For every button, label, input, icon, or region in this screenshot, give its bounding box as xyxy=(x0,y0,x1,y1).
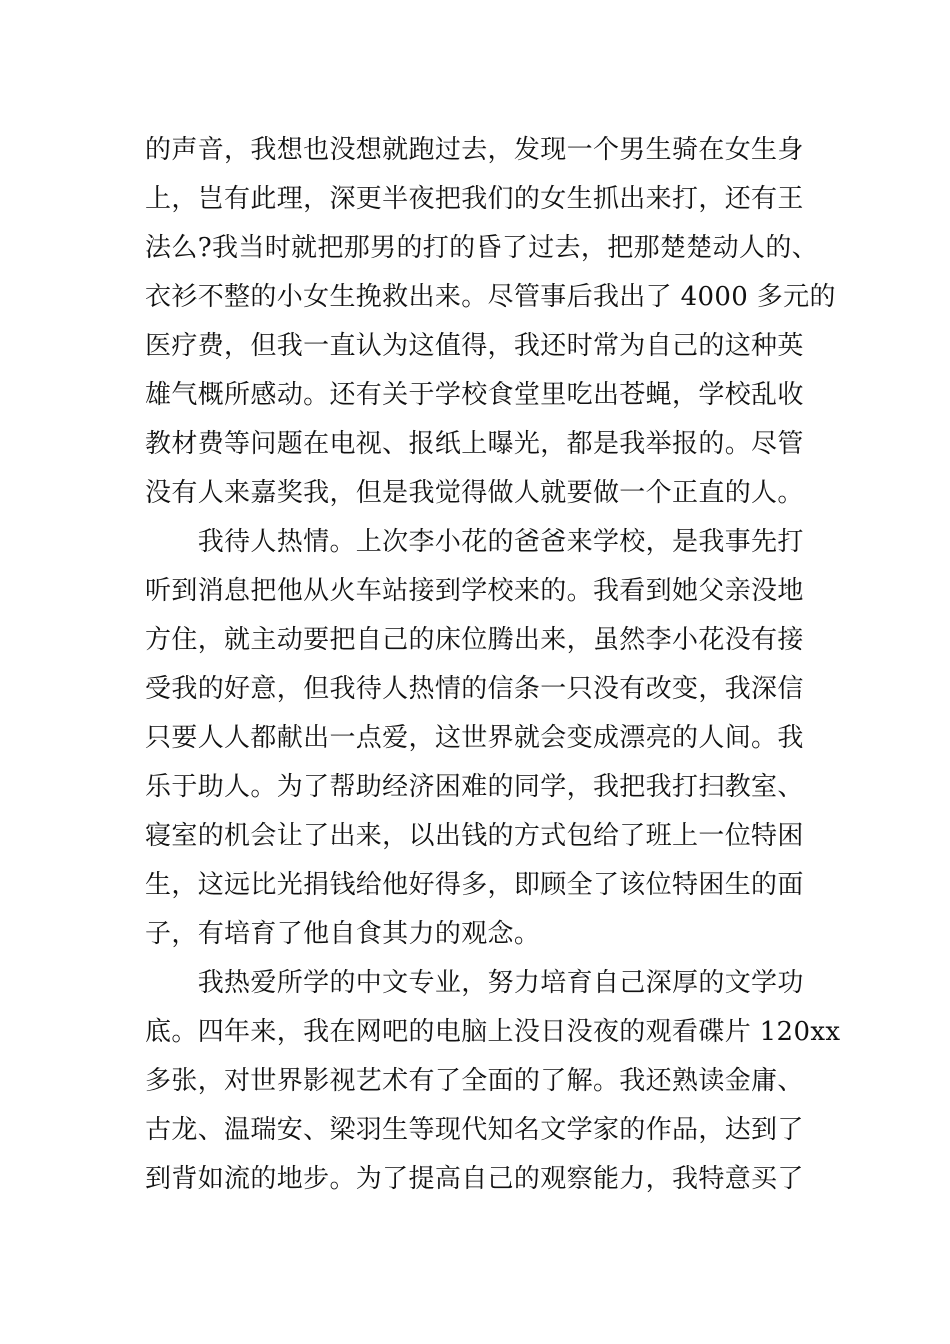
text-line: 我待人热情。上次李小花的爸爸来学校，是我事先打 xyxy=(145,527,804,557)
text-line: 医疗费，但我一直认为这值得，我还时常为自己的这种英 xyxy=(145,331,804,361)
text-line: 生，这远比光捐钱给他好得多，即顾全了该位特困生的面 xyxy=(145,870,804,900)
text-line: 方住，就主动要把自己的床位腾出来，虽然李小花没有接 xyxy=(145,625,804,655)
text-line: 子，有培育了他自食其力的观念。 xyxy=(145,919,541,949)
text-line: 古龙、温瑞安、梁羽生等现代知名文学家的作品，达到了 xyxy=(145,1115,804,1145)
text-line: 衣衫不整的小女生挽救出来。尽管事后我出了 4000 多元的 xyxy=(145,282,836,312)
text-line: 到背如流的地步。为了提高自己的观察能力，我特意买了 xyxy=(145,1164,804,1194)
text-line: 的声音，我想也没想就跑过去，发现一个男生骑在女生身 xyxy=(145,135,804,165)
text-line: 我热爱所学的中文专业，努力培育自己深厚的文学功 xyxy=(145,968,804,998)
text-line: 上，岂有此理，深更半夜把我们的女生抓出来打，还有王 xyxy=(145,184,804,214)
text-line: 只要人人都献出一点爱，这世界就会变成漂亮的人间。我 xyxy=(145,723,804,753)
text-line: 底。四年来，我在网吧的电脑上没日没夜的观看碟片 120xx xyxy=(145,1017,841,1047)
text-line: 受我的好意，但我待人热情的信条一只没有改变，我深信 xyxy=(145,674,804,704)
text-line: 雄气概所感动。还有关于学校食堂里吃出苍蝇，学校乱收 xyxy=(145,380,804,410)
text-line: 听到消息把他从火车站接到学校来的。我看到她父亲没地 xyxy=(145,576,804,606)
body-text xyxy=(145,126,841,1204)
text-line: 乐于助人。为了帮助经济困难的同学，我把我打扫教室、 xyxy=(145,772,804,802)
text-line: 寝室的机会让了出来，以出钱的方式包给了班上一位特困 xyxy=(145,821,804,851)
text-line: 法么?我当时就把那男的打的昏了过去，把那楚楚动人的、 xyxy=(145,233,819,263)
text-line: 多张，对世界影视艺术有了全面的了解。我还熟读金庸、 xyxy=(145,1066,804,1096)
text-line: 教材费等问题在电视、报纸上曝光，都是我举报的。尽管 xyxy=(145,429,804,459)
text-line: 没有人来嘉奖我，但是我觉得做人就要做一个正直的人。 xyxy=(145,478,804,508)
